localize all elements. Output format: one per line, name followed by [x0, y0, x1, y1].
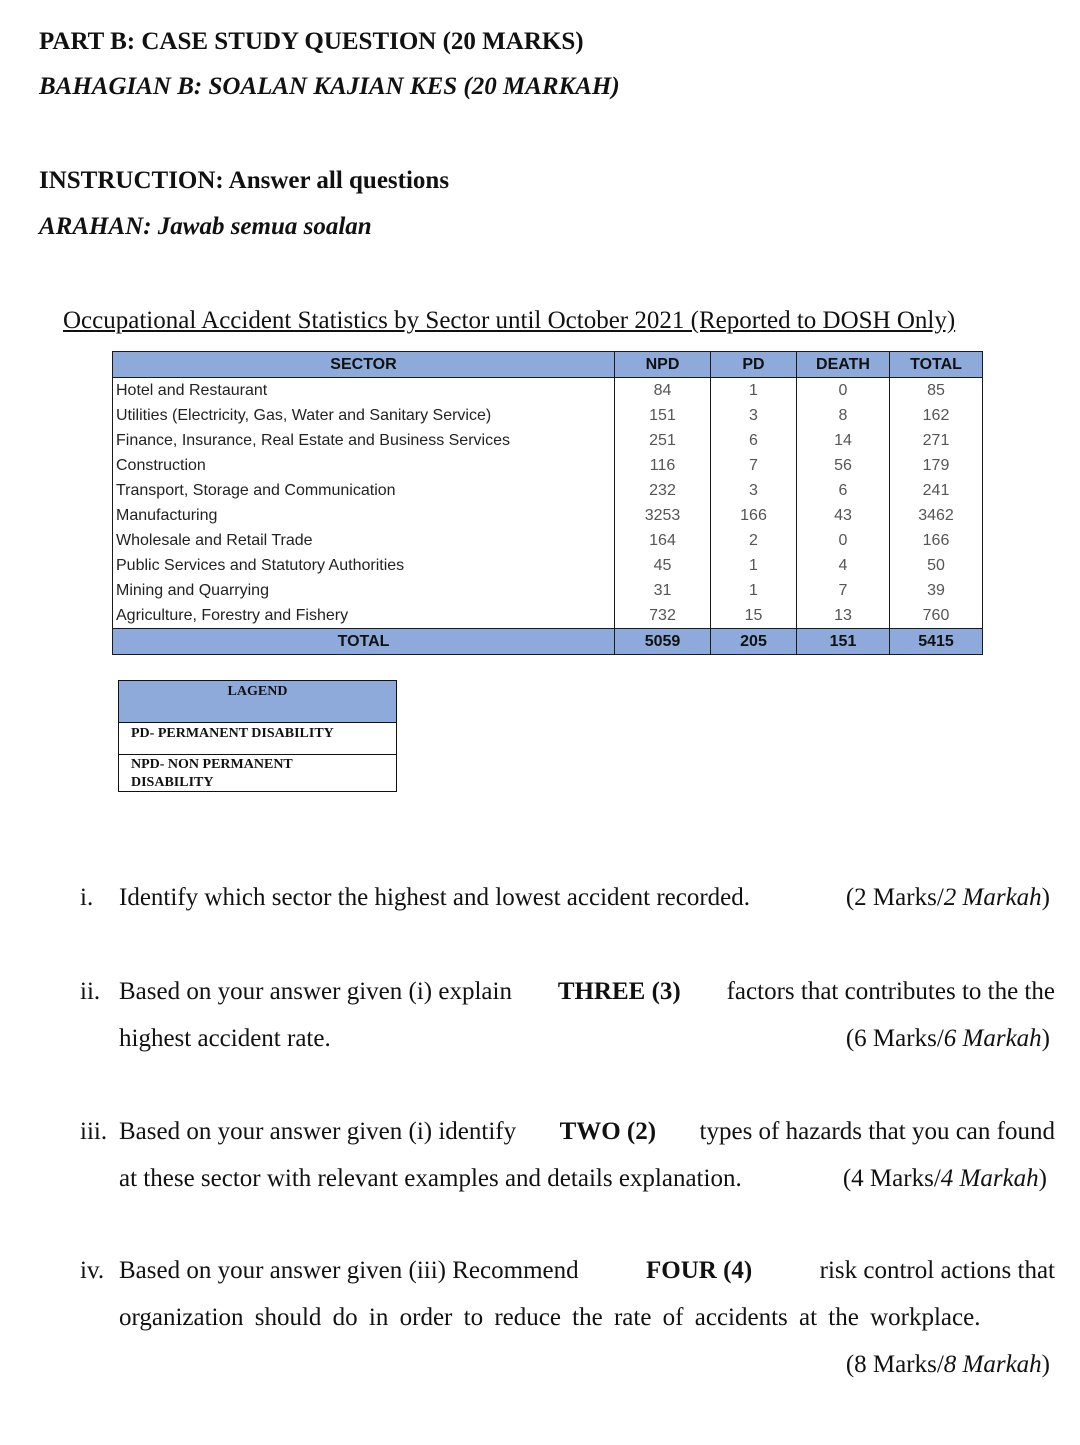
part-title-ms: BAHAGIAN B: SOALAN KAJIAN KES (20 MARKAH) [39, 73, 620, 100]
table-row [113, 503, 983, 528]
question-1-text: Identify which sector the highest and lowest accident recorded. [119, 884, 751, 911]
cell-pd: 3 [711, 478, 797, 503]
marks-ms: 2 Markah [943, 884, 1042, 911]
cell-pd: 1 [711, 553, 797, 578]
total-label: TOTAL [113, 629, 615, 655]
total-death: 151 [797, 629, 890, 655]
cell-death: 0 [797, 378, 890, 404]
cell-npd: 31 [615, 578, 711, 603]
header-npd: NPD [615, 352, 711, 378]
marks-en: (2 Marks/ [845, 884, 944, 911]
table-title: Occupational Accident Statistics by Sector until October 2021 (Reported to DOSH Only) [63, 307, 956, 334]
cell-pd: 1 [711, 378, 797, 404]
cell-npd: 732 [615, 603, 711, 629]
cell-death: 4 [797, 553, 890, 578]
question-3-line1 [119, 1118, 1055, 1146]
marks-ms: 6 Markah [943, 1025, 1042, 1052]
marks-ms: 4 Markah [940, 1165, 1039, 1192]
cell-sector: Public Services and Statutory Authorities [113, 553, 615, 578]
instruction-label-ms: ARAHAN: [39, 213, 152, 240]
marks-en: (4 Marks/ [842, 1165, 941, 1192]
cell-sector: Utilities (Electricity, Gas, Water and Sanitary Service) [113, 403, 615, 428]
question-2-post: factors that contributes to the the [720, 978, 1055, 1005]
question-4-post: risk control actions that [813, 1257, 1055, 1284]
cell-total: 241 [890, 478, 983, 503]
legend-npd [119, 755, 396, 791]
cell-death: 8 [797, 403, 890, 428]
cell-npd: 164 [615, 528, 711, 553]
table-row [113, 453, 983, 478]
question-4-line2: organization should do in order to reduce the rate of accidents at the workplace. [119, 1304, 981, 1331]
cell-pd: 1 [711, 578, 797, 603]
cell-death: 56 [797, 453, 890, 478]
header-sector: SECTOR [113, 352, 615, 378]
instruction-text-en: Answer all questions [228, 167, 450, 194]
instruction-text-ms: Jawab semua soalan [157, 213, 372, 240]
table-row [113, 553, 983, 578]
table-total-row [113, 629, 983, 655]
marks-close: ) [1038, 1165, 1047, 1192]
marks-ms: 8 Markah [943, 1351, 1042, 1378]
cell-pd: 6 [711, 428, 797, 453]
cell-total: 85 [890, 378, 983, 404]
part-title-en: PART B: CASE STUDY QUESTION (20 MARKS) [39, 28, 584, 55]
cell-death: 43 [797, 503, 890, 528]
question-4-line1 [119, 1257, 1055, 1285]
question-3-number: iii. [80, 1118, 108, 1145]
cell-pd: 166 [711, 503, 797, 528]
cell-total: 179 [890, 453, 983, 478]
cell-death: 0 [797, 528, 890, 553]
legend-pd-text: PD- PERMANENT DISABILITY [131, 726, 334, 741]
marks-close: ) [1041, 1025, 1050, 1052]
question-4-number: iv. [80, 1257, 105, 1284]
table-row [113, 578, 983, 603]
cell-death: 13 [797, 603, 890, 629]
cell-total: 50 [890, 553, 983, 578]
question-2-number: ii. [80, 978, 101, 1005]
cell-npd: 45 [615, 553, 711, 578]
legend-title: LAGEND [119, 681, 396, 723]
cell-sector: Wholesale and Retail Trade [113, 528, 615, 553]
cell-sector: Manufacturing [113, 503, 615, 528]
question-2-pre: Based on your answer given (i) explain [119, 978, 519, 1005]
accident-statistics-table [112, 351, 983, 655]
cell-npd: 232 [615, 478, 711, 503]
cell-total: 166 [890, 528, 983, 553]
total-npd: 5059 [615, 629, 711, 655]
question-3-post: types of hazards that you can found [693, 1118, 1055, 1145]
question-4-marks [846, 1351, 1050, 1379]
cell-sector: Transport, Storage and Communication [113, 478, 615, 503]
legend-npd-line2: DISABILITY [131, 775, 214, 790]
cell-total: 39 [890, 578, 983, 603]
cell-sector: Agriculture, Forestry and Fishery [113, 603, 615, 629]
legend-npd-line1: NPD- NON PERMANENT [131, 757, 293, 772]
cell-sector: Hotel and Restaurant [113, 378, 615, 404]
cell-total: 162 [890, 403, 983, 428]
cell-total: 760 [890, 603, 983, 629]
header-total: TOTAL [890, 352, 983, 378]
table-row [113, 403, 983, 428]
cell-total: 271 [890, 428, 983, 453]
marks-en: (6 Marks/ [845, 1025, 944, 1052]
question-3-pre: Based on your answer given (i) identify [119, 1118, 523, 1145]
marks-close: ) [1041, 1351, 1050, 1378]
cell-pd: 15 [711, 603, 797, 629]
cell-pd: 3 [711, 403, 797, 428]
instruction-en [39, 167, 449, 195]
cell-sector: Construction [113, 453, 615, 478]
question-1-marks [846, 884, 1050, 912]
instruction-ms [39, 213, 372, 241]
table-header-row [113, 352, 983, 378]
total-pd: 205 [711, 629, 797, 655]
cell-sector: Finance, Insurance, Real Estate and Business Services [113, 428, 615, 453]
question-3-marks [843, 1165, 1047, 1193]
cell-death: 7 [797, 578, 890, 603]
question-2-line2: highest accident rate. [119, 1025, 331, 1052]
marks-close: ) [1041, 884, 1050, 911]
table-row [113, 428, 983, 453]
question-1-number: i. [80, 884, 94, 911]
cell-npd: 84 [615, 378, 711, 404]
legend-pd [119, 723, 396, 755]
total-total: 5415 [890, 629, 983, 655]
cell-total: 3462 [890, 503, 983, 528]
question-2-line1 [119, 978, 1055, 1006]
header-death: DEATH [797, 352, 890, 378]
cell-npd: 151 [615, 403, 711, 428]
table-row [113, 528, 983, 553]
cell-npd: 3253 [615, 503, 711, 528]
cell-pd: 2 [711, 528, 797, 553]
instruction-label-en: INSTRUCTION: [39, 167, 224, 194]
cell-pd: 7 [711, 453, 797, 478]
question-2-bold: THREE (3) [557, 978, 681, 1005]
question-4-pre: Based on your answer given (iii) Recommend [119, 1257, 585, 1284]
legend-box [118, 680, 397, 792]
question-2-marks [846, 1025, 1050, 1053]
table-row [113, 378, 983, 404]
header-pd: PD [711, 352, 797, 378]
cell-death: 6 [797, 478, 890, 503]
question-3-bold: TWO (2) [559, 1118, 657, 1145]
cell-sector: Mining and Quarrying [113, 578, 615, 603]
cell-npd: 116 [615, 453, 711, 478]
question-3-line2: at these sector with relevant examples and details explanation. [119, 1165, 742, 1192]
cell-npd: 251 [615, 428, 711, 453]
table-row [113, 478, 983, 503]
question-4-bold: FOUR (4) [646, 1257, 753, 1284]
cell-death: 14 [797, 428, 890, 453]
table-row [113, 603, 983, 629]
marks-en: (8 Marks/ [845, 1351, 944, 1378]
